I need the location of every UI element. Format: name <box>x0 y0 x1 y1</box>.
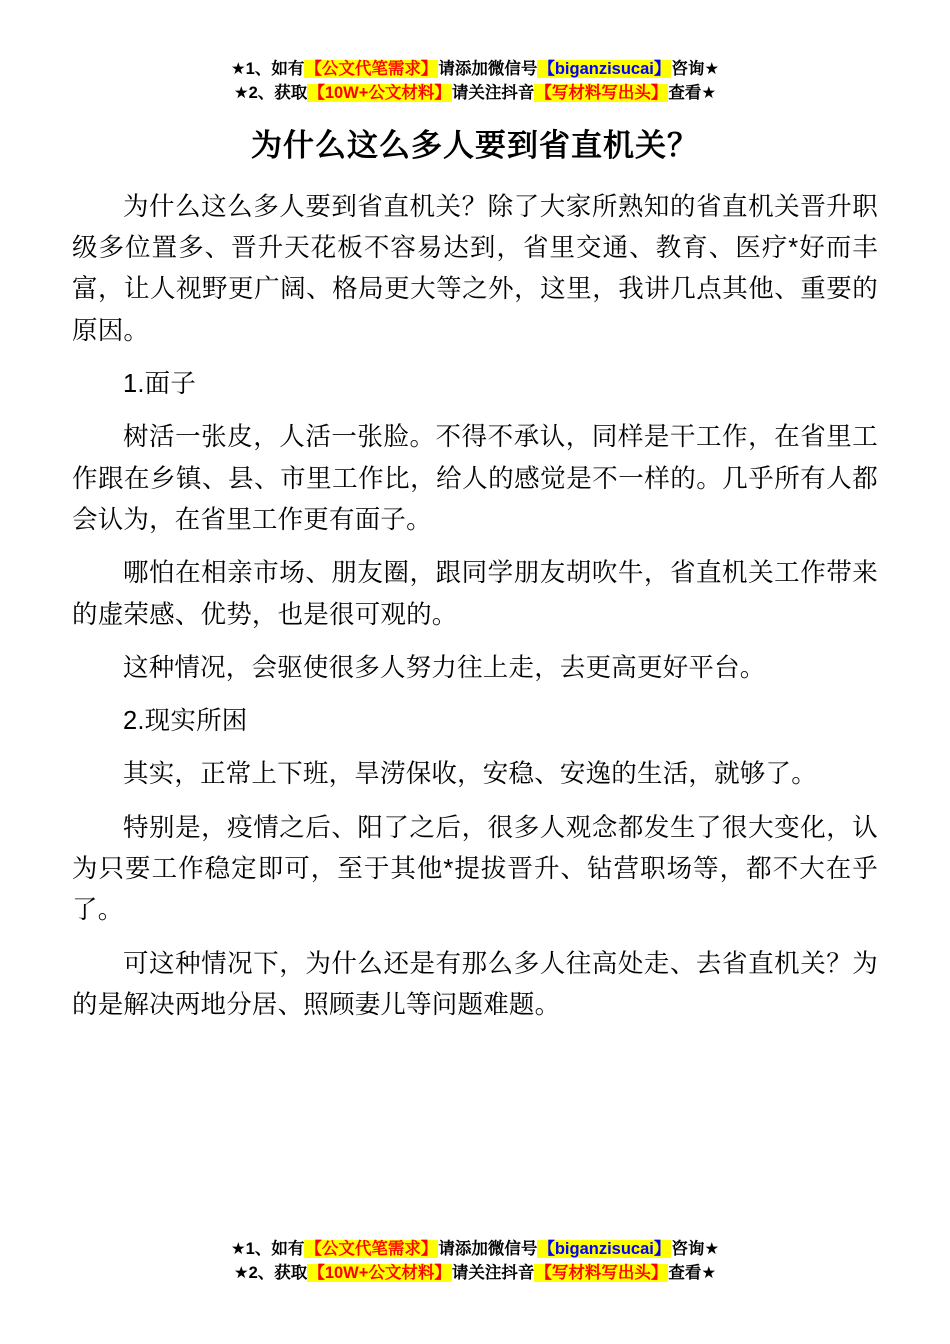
promo-line1-prefix: 1、如有 <box>245 1240 305 1259</box>
promo-line2-tag2: 【写材料写出头】 <box>535 83 668 102</box>
promo-star-right: ★ <box>704 1240 720 1259</box>
promo-line2-prefix: 2、获取 <box>248 83 308 102</box>
promo-line2-prefix: 2、获取 <box>248 1264 308 1283</box>
promo-line-2 <box>72 82 878 106</box>
promo-line2-suffix: 查看 <box>668 1264 702 1283</box>
page-title: 为什么这么多人要到省直机关？ <box>251 127 699 163</box>
promo-star-left: ★ <box>230 1240 246 1259</box>
promo-banner-top <box>72 58 878 106</box>
promo-line2-tag1: 【10W+公文材料】 <box>308 1264 451 1283</box>
promo-line-1-footer <box>0 1238 950 1262</box>
promo-line1-tag1: 【公文代笔需求】 <box>305 1240 438 1259</box>
promo-line2-mid: 请关注抖音 <box>451 1264 535 1283</box>
promo-line-1 <box>72 58 878 82</box>
promo-line1-mid: 请添加微信号 <box>438 1240 538 1259</box>
promo-star-left-2: ★ <box>233 1264 249 1283</box>
promo-star-left: ★ <box>230 60 246 78</box>
promo-line1-suffix: 咨询 <box>671 60 705 78</box>
body-paragraph: 为什么这么多人要到省直机关？除了大家所熟知的省直机关晋升职级多位置多、晋升天花板不容易达到，省里交通、教育、医疗*好而丰富，让人视野更广阔、格局更大等之外，这里，我讲几点其他、重要的原因。 <box>72 192 878 345</box>
promo-line2-mid: 请关注抖音 <box>451 83 535 102</box>
section-heading: 1.面子 <box>123 370 197 399</box>
promo-line2-suffix: 查看 <box>668 83 702 102</box>
body-paragraph: 其实，正常上下班，旱涝保收，安稳、安逸的生活，就够了。 <box>123 760 817 789</box>
section-heading: 2.现实所困 <box>123 707 248 736</box>
body-paragraph: 树活一张皮，人活一张脸。不得不承认，同样是干工作，在省里工作跟在乡镇、县、市里工作比，给人的感觉是不一样的。几乎所有人都会认为，在省里工作更有面子。 <box>72 423 878 534</box>
promo-line2-tag2: 【写材料写出头】 <box>535 1264 668 1283</box>
body-paragraph: 哪怕在相亲市场、朋友圈，跟同学朋友胡吹牛，省直机关工作带来的虚荣感、优势，也是很可观的。 <box>72 559 878 629</box>
promo-star-right-2: ★ <box>701 1264 717 1283</box>
promo-star-right-2: ★ <box>701 83 717 102</box>
promo-line-2-footer <box>0 1262 950 1286</box>
promo-line1-mid: 请添加微信号 <box>438 60 538 78</box>
body-paragraph: 特别是，疫情之后、阳了之后，很多人观念都发生了很大变化，认为只要工作稳定即可，至于其他*提拔晋升、钻营职场等，都不大在乎了。 <box>72 813 878 925</box>
promo-line1-tag2: 【biganzisucai】 <box>538 60 671 78</box>
body-paragraph: 这种情况，会驱使很多人努力往上走，去更高更好平台。 <box>123 653 766 682</box>
promo-star-left-2: ★ <box>233 83 249 102</box>
promo-line1-suffix: 咨询 <box>671 1240 705 1259</box>
promo-star-right: ★ <box>704 60 720 78</box>
promo-line1-tag1: 【公文代笔需求】 <box>305 60 438 78</box>
promo-line1-prefix: 1、如有 <box>245 60 305 78</box>
document-body <box>72 187 878 1304</box>
promo-banner-bottom <box>0 1238 950 1286</box>
promo-line1-tag2: 【biganzisucai】 <box>538 1240 671 1259</box>
body-paragraph: 可这种情况下，为什么还是有那么多人往高处走、去省直机关？为的是解决两地分居、照顾妻儿等问题难题。 <box>72 949 878 1019</box>
promo-line2-tag1: 【10W+公文材料】 <box>308 83 451 102</box>
